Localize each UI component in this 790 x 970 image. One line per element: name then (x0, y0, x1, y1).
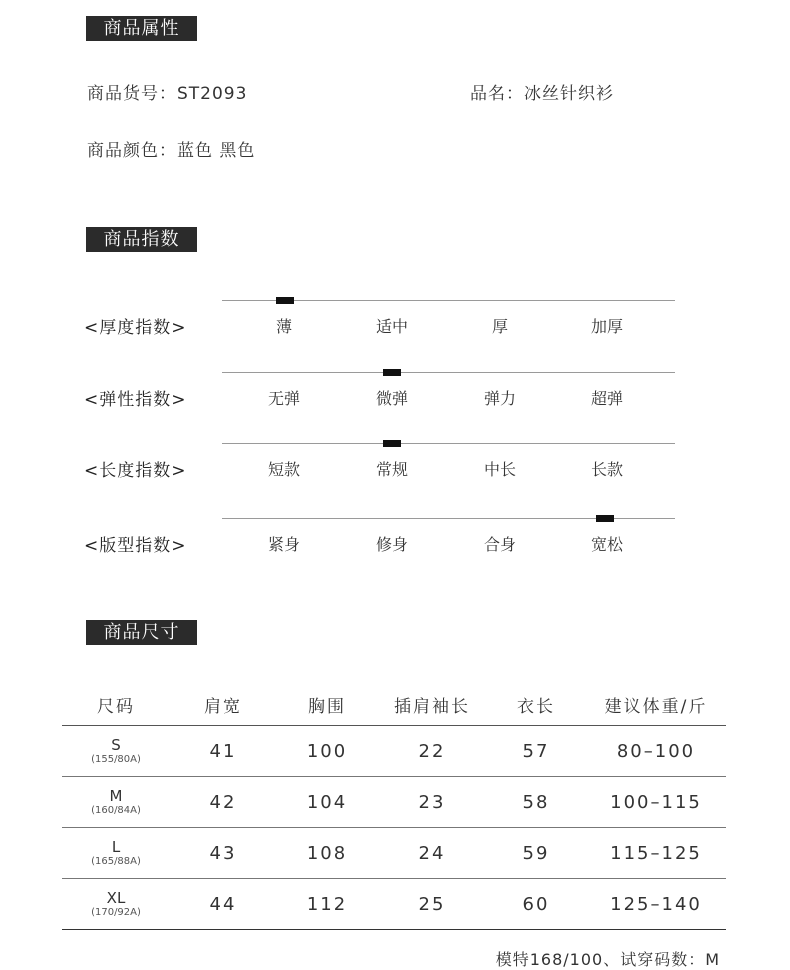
table-cell: 42 (170, 777, 276, 828)
size-name: L (111, 837, 121, 856)
index-label: <版型指数> (84, 536, 187, 556)
table-row (62, 726, 726, 777)
section-title-index: 商品指数 (86, 227, 197, 252)
header-length: 衣长 (486, 684, 586, 726)
table-cell: 22 (378, 726, 486, 777)
table-cell: 104 (276, 777, 378, 828)
index-label: <弹性指数> (84, 390, 187, 410)
size-cell (62, 828, 170, 879)
index-option: 合身 (483, 535, 516, 554)
header-sleeve: 插肩袖长 (378, 684, 486, 726)
table-row (62, 828, 726, 879)
index-option: 短款 (267, 460, 300, 479)
size-cell (62, 879, 170, 930)
size-cell (62, 726, 170, 777)
index-option: 常规 (375, 460, 408, 479)
index-option: 薄 (275, 317, 292, 336)
table-cell: 100 (276, 726, 378, 777)
header-weight: 建议体重/斤 (586, 684, 726, 726)
index-option: 超弹 (590, 389, 623, 408)
table-cell: 57 (486, 726, 586, 777)
item-number: 商品货号：ST2093 (87, 84, 248, 104)
index-option: 厚 (491, 317, 508, 336)
table-cell: 125–140 (586, 879, 726, 930)
index-marker (276, 297, 294, 304)
size-cell (62, 777, 170, 828)
size-table-header (62, 684, 726, 726)
table-row (62, 777, 726, 828)
model-note: 模特168/100、试穿码数：M (495, 950, 720, 969)
table-cell: 59 (486, 828, 586, 879)
table-cell: 44 (170, 879, 276, 930)
header-bust: 胸围 (276, 684, 378, 726)
table-cell: 23 (378, 777, 486, 828)
index-marker (383, 369, 401, 376)
size-table (62, 684, 726, 930)
header-size: 尺码 (62, 684, 170, 726)
index-option: 紧身 (267, 535, 300, 554)
header-shoulder: 肩宽 (170, 684, 276, 726)
table-cell: 115–125 (586, 828, 726, 879)
index-scale-line (222, 443, 675, 444)
size-name: S (111, 735, 121, 754)
index-label: <长度指数> (84, 461, 187, 481)
size-name: M (109, 786, 123, 805)
index-option: 适中 (375, 317, 408, 336)
section-title-attributes: 商品属性 (86, 16, 197, 41)
product-colors: 商品颜色：蓝色 黑色 (87, 141, 256, 161)
index-option: 中长 (483, 460, 516, 479)
table-cell: 60 (486, 879, 586, 930)
index-option: 宽松 (590, 535, 623, 554)
index-label: <厚度指数> (84, 318, 187, 338)
table-cell: 112 (276, 879, 378, 930)
product-name: 品名：冰丝针织衫 (470, 84, 614, 104)
size-name: XL (106, 888, 126, 907)
index-option: 无弹 (267, 389, 300, 408)
table-cell: 108 (276, 828, 378, 879)
table-cell: 24 (378, 828, 486, 879)
table-cell: 80–100 (586, 726, 726, 777)
index-option: 加厚 (590, 317, 623, 336)
index-option: 微弹 (375, 389, 408, 408)
index-option: 弹力 (483, 389, 516, 408)
section-title-size: 商品尺寸 (86, 620, 197, 645)
table-cell: 43 (170, 828, 276, 879)
table-row (62, 879, 726, 930)
index-option: 修身 (375, 535, 408, 554)
table-cell: 25 (378, 879, 486, 930)
size-spec: (155/80A) (91, 753, 141, 765)
table-cell: 100–115 (586, 777, 726, 828)
index-scale-line (222, 372, 675, 373)
size-spec: (170/92A) (91, 906, 141, 918)
index-option: 长款 (590, 460, 623, 479)
index-marker (383, 440, 401, 447)
size-spec: (160/84A) (91, 804, 141, 816)
table-cell: 41 (170, 726, 276, 777)
index-marker (596, 515, 614, 522)
size-spec: (165/88A) (91, 855, 141, 867)
table-cell: 58 (486, 777, 586, 828)
